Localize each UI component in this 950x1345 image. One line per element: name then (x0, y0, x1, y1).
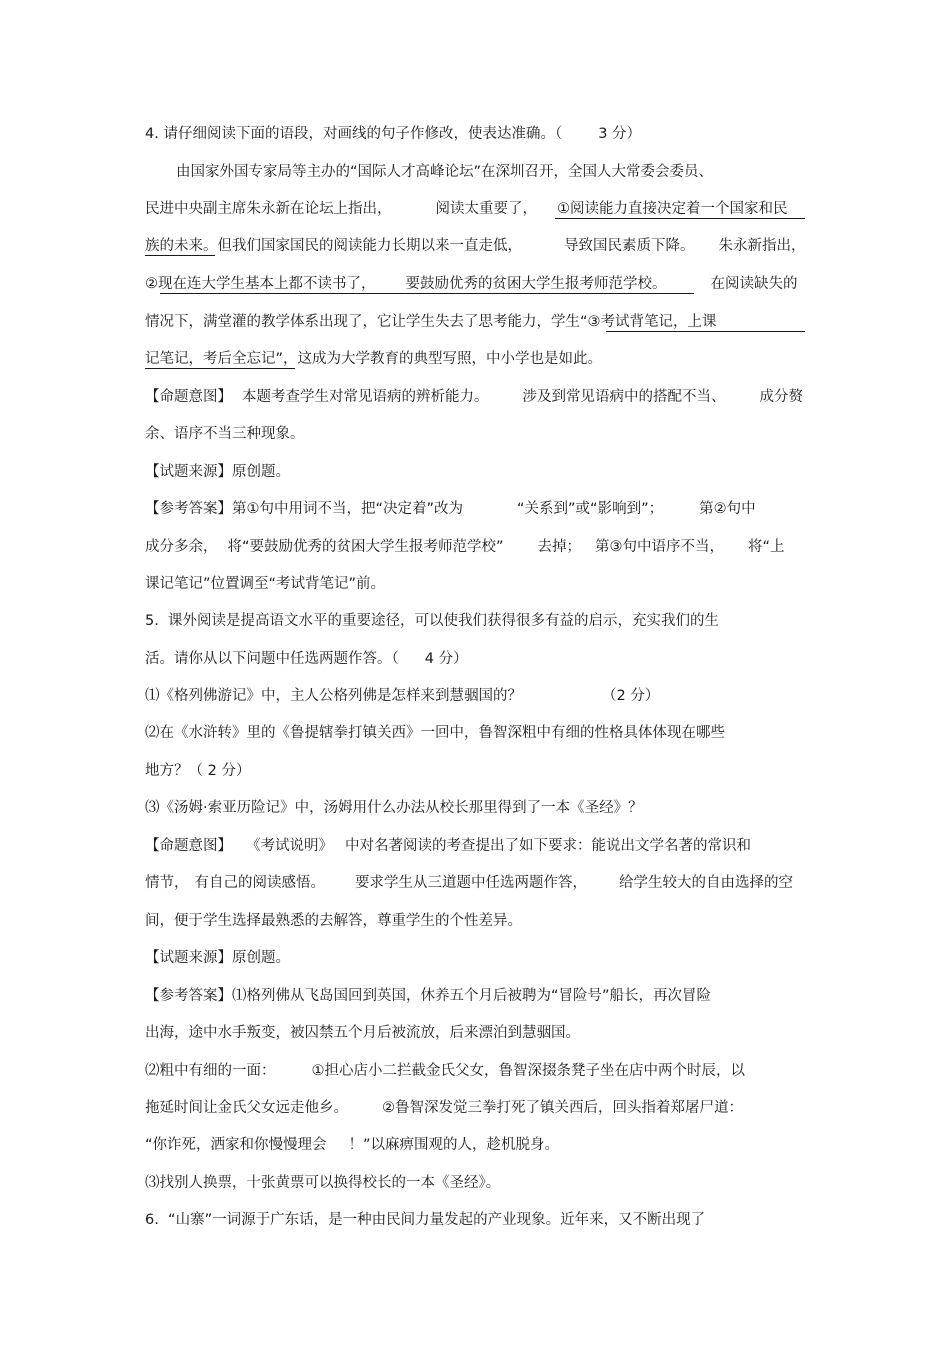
q4-answer-line-1: 【参考答案】第①句中用词不当，把“决定着”改为 “关系到”或“影响到”； 第②句中 (145, 501, 756, 517)
q4-passage-line-1: 由国家外国专家局等主办的“国际人才高峰论坛”在深圳召开，全国人大常委会委员、 (176, 164, 714, 180)
q4-source: 【试题来源】原创题。 (145, 464, 290, 480)
q5-intent-line-1: 【命题意图】 《考试说明》 中对名著阅读的考查提出了如下要求：能说出文学名著的常识和 (145, 838, 751, 854)
q5-sub-2: ⑵在《水浒转》里的《鲁提辖拳打镇关西》一回中，鲁智深粗中有细的性格具体体现在哪些 (145, 725, 725, 741)
q4-passage-line-6: 记笔记，考后全忘记”，这成为大学教育的典型写照，中小学也是如此。 (145, 351, 603, 367)
q4-passage-line-5: 情况下，满堂灌的教学体系出现了，它让学生失去了思考能力，学生“③考试背笔记，上课 (145, 314, 717, 330)
q5-title-line-1: 5. 课外阅读是提高语文水平的重要途径，可以使我们获得很多有益的启示，充实我们的生 (145, 613, 720, 629)
q5-answer-3: ⑶找别人换票，十张黄票可以换得校长的一本《圣经》。 (145, 1175, 501, 1191)
q5-sub-1: ⑴《格列佛游记》中，主人公格列佛是怎样来到慧骃国的？ （2 分） (145, 688, 660, 704)
q5-source: 【试题来源】原创题。 (145, 950, 290, 966)
q5-sub-2-cont: 地方？（ 2 分） (145, 763, 251, 779)
q4-answer-line-2: 成分多余， 将“要鼓励优秀的贫困大学生报考师范学校” 去掉； 第③句中语序不当， 将“上 (145, 539, 785, 555)
q5-answer-1: 【参考答案】⑴格列佛从飞岛国回到英国，休养五个月后被聘为“冒险号”船长，再次冒险 (145, 988, 712, 1004)
q4-passage-line-3: 族的未来。但我们国家国民的阅读能力长期以来一直走低， 导致国民素质下降。 朱永新指出， (145, 238, 806, 254)
q4-passage-line-4: ②现在连大学生基本上都不读书了， 要鼓励优秀的贫困大学生报考师范学校。 在阅读缺失的 (145, 276, 798, 292)
q5-answer-2-cont-2: “你诈死，洒家和你慢慢理会 ！”以麻痹围观的人，趁机脱身。 (145, 1137, 560, 1153)
underline-1b (145, 255, 215, 256)
q5-title-line-2: 活。请你从以下问题中任选两题作答。（ 4 分） (145, 651, 468, 667)
underline-1a (555, 218, 805, 219)
q5-answer-2-cont-1: 拖延时间让金氏父女远走他乡。 ②鲁智深发觉三拳打死了镇关西后，回头指着郑屠尸道： (145, 1100, 743, 1116)
underline-3b (145, 368, 295, 369)
q5-intent-line-3: 间，便于学生选择最熟悉的去解答，尊重学生的个性差异。 (145, 913, 522, 929)
q4-answer-line-3: 课记笔记”位置调至“考试背笔记”前。 (145, 576, 386, 592)
q4-passage-line-2: 民进中央副主席朱永新在论坛上指出， 阅读太重要了， ①阅读能力直接决定着一个国家和民 (145, 201, 788, 217)
q4-intent-line-2: 余、语序不当三种现象。 (145, 426, 305, 442)
q4-intent-line-1: 【命题意图】 本题考查学生对常见语病的辨析能力。 涉及到常见语病中的搭配不当、 成分赘 (145, 389, 803, 405)
q5-answer-2: ⑵粗中有细的一面： ①担心店小二拦截金氏父女，鲁智深掇条凳子坐在店中两个时辰，以 (145, 1063, 745, 1079)
underline-2 (160, 293, 694, 294)
q5-answer-1-cont: 出海，途中水手叛变，被囚禁五个月后被流放，后来漂泊到慧骃国。 (145, 1025, 580, 1041)
q5-sub-3: ⑶《汤姆·索亚历险记》中，汤姆用什么办法从校长那里得到了一本《圣经》？ (145, 800, 643, 816)
q6-title-line-1: 6. “山寨”一词源于广东话，是一种由民间力量发起的产业现象。近年来，又不断出现了 (145, 1212, 706, 1228)
q4-title: 4. 请仔细阅读下面的语段，对画线的句子作修改，使表达准确。（ 3 分） (145, 126, 642, 142)
underline-3a (606, 331, 805, 332)
q5-intent-line-2: 情节， 有自己的阅读感悟。 要求学生从三道题中任选两题作答， 给学生较大的自由选择的空 (145, 875, 793, 891)
